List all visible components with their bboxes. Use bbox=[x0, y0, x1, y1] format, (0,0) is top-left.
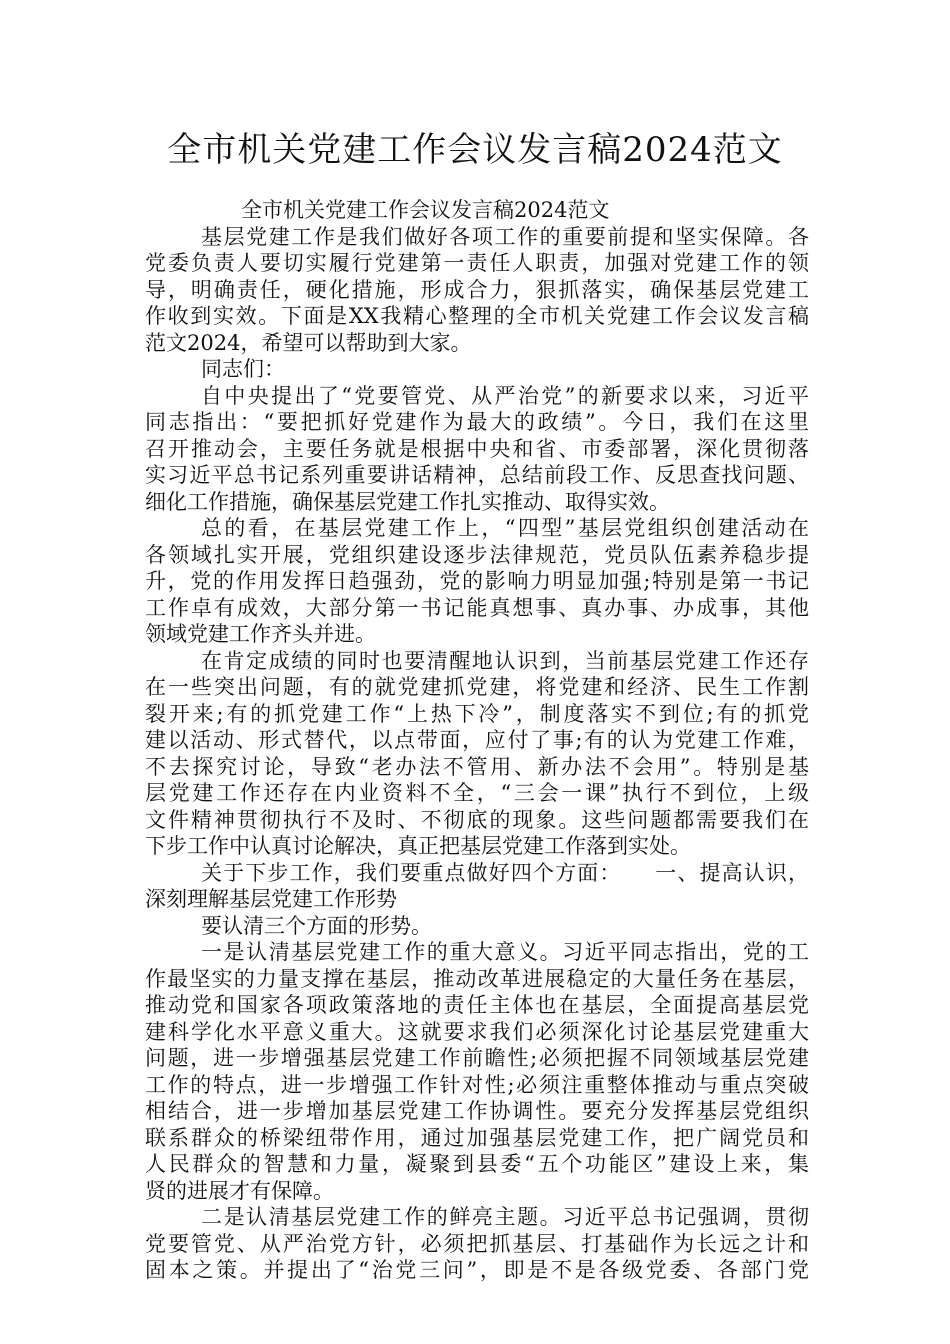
text-line: 实习近平总书记系列重要讲话精神，总结前段工作、反思查找问题、 bbox=[145, 463, 809, 487]
section-heading-line: 深刻理解基层党建工作形势 bbox=[145, 887, 397, 911]
text-line: 裂开来;有的抓党建工作“上热下冷”，制度落实不到位;有的抓党 bbox=[145, 701, 809, 726]
text-line: 建科学化水平意义重大。这就要求我们必须深化讨论基层党建重大 bbox=[145, 1019, 809, 1044]
subtitle-line: 全市机关党建工作会议发言稿2024范文 bbox=[241, 198, 610, 222]
text-line: 召开推动会，主要任务就是根据中央和省、市委部署，深化贯彻落 bbox=[145, 436, 809, 461]
text-line: 二是认清基层党建工作的鲜亮主题。习近平总书记强调，贯彻 bbox=[201, 1205, 809, 1229]
text-line: 作收到实效。下面是XX我精心整理的全市机关党建工作会议发言稿 bbox=[145, 304, 809, 328]
text-line: 党要管党、从严治党方针，必须把抓基层、打基础作为长远之计和 bbox=[145, 1231, 809, 1256]
text-line: 作最坚实的力量支撑在基层，推动改革进展稳定的大量任务在基层， bbox=[145, 966, 809, 991]
text-line: 领域党建工作齐头并进。 bbox=[145, 622, 376, 646]
document-title: 全市机关党建工作会议发言稿2024范文 bbox=[167, 130, 783, 170]
text-line: 工作卓有成效，大部分第一书记能真想事、真办事、办成事，其他 bbox=[145, 595, 809, 620]
text-line: 关于下步工作，我们要重点做好四个方面： 一、提高认识， bbox=[201, 860, 809, 885]
text-line: 同志指出：“要把抓好党建作为最大的政绩”。今日，我们在这里 bbox=[145, 410, 809, 434]
text-line: 一是认清基层党建工作的重大意义。习近平同志指出，党的工 bbox=[201, 940, 809, 964]
text-line: 在一些突出问题，有的就党建抓党建，将党建和经济、民生工作割 bbox=[145, 675, 809, 699]
text-line: 相结合，进一步增加基层党建工作协调性。要充分发挥基层党组织 bbox=[145, 1099, 809, 1123]
text-line: 升，党的作用发挥日趋强劲，党的影响力明显加强;特别是第一书记 bbox=[145, 569, 809, 593]
text-line: 文件精神贯彻执行不及时、不彻底的现象。这些问题都需要我们在 bbox=[145, 807, 809, 832]
text-line: 问题，进一步增强基层党建工作前瞻性;必须把握不同领域基层党建 bbox=[145, 1046, 809, 1070]
text-line: 固本之策。并提出了“治党三问”，即是不是各级党委、各部门党 bbox=[145, 1258, 809, 1282]
text-line: 在肯定成绩的同时也要清醒地认识到，当前基层党建工作还存 bbox=[201, 648, 809, 673]
text-line: 总的看，在基层党建工作上，“四型”基层党组织创建活动在 bbox=[201, 516, 809, 540]
text-line: 基层党建工作是我们做好各项工作的重要前提和坚实保障。各 bbox=[201, 224, 809, 249]
text-line: 建以活动、形式替代，以点带面，应付了事;有的认为党建工作难， bbox=[145, 728, 809, 752]
text-line: 人民群众的智慧和力量，凝聚到县委“五个功能区”建设上来，集 bbox=[145, 1152, 809, 1176]
text-line: 细化工作措施，确保基层党建工作扎实推动、取得实效。 bbox=[145, 489, 670, 514]
text-line: 党委负责人要切实履行党建第一责任人职责，加强对党建工作的领 bbox=[145, 251, 809, 275]
text-line: 联系群众的桥梁纽带作用，通过加强基层党建工作，把广阔党员和 bbox=[145, 1125, 809, 1150]
text-line: 各领域扎实开展，党组织建设逐步法律规范，党员队伍素养稳步提 bbox=[145, 542, 809, 567]
text-line: 自中央提出了“党要管党、从严治党”的新要求以来，习近平 bbox=[201, 383, 809, 408]
text-line: 同志们： bbox=[201, 357, 285, 381]
text-line: 层党建工作还存在内业资料不全，“三会一课”执行不到位，上级 bbox=[145, 781, 809, 805]
text-line: 下步工作中认真讨论解决，真正把基层党建工作落到实处。 bbox=[145, 834, 691, 858]
text-line: 贤的进展才有保障。 bbox=[145, 1178, 334, 1203]
text-line: 推动党和国家各项政策落地的责任主体也在基层，全面提高基层党 bbox=[145, 993, 809, 1017]
document-body bbox=[145, 197, 809, 1284]
text-line: 范文2024，希望可以帮助到大家。 bbox=[145, 330, 472, 355]
text-line: 不去探究讨论，导致“老办法不管用、新办法不会用”。特别是基 bbox=[145, 754, 809, 779]
text-line: 导，明确责任，硬化措施，形成合力，狠抓落实，确保基层党建工 bbox=[145, 277, 809, 302]
text-line: 要认清三个方面的形势。 bbox=[201, 913, 432, 938]
text-line: 工作的特点，进一步增强工作针对性;必须注重整体推动与重点突破 bbox=[145, 1072, 809, 1097]
